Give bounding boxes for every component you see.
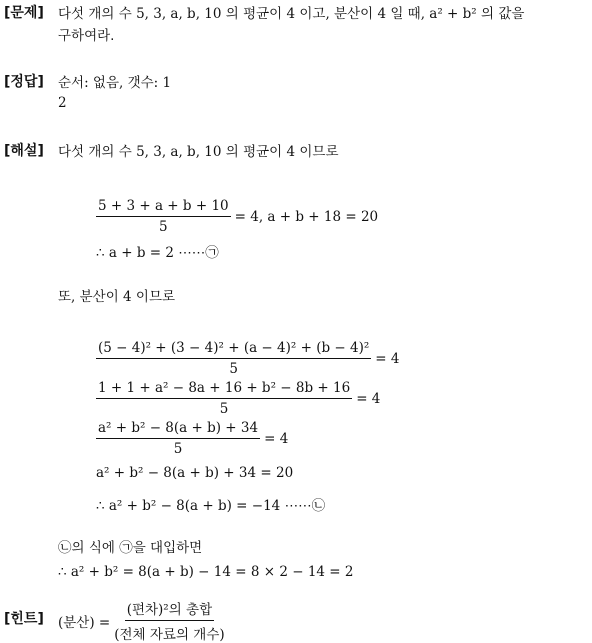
problem-text-line1: 다섯 개의 수 5, 3, a, b, 10 의 평균이 4 이고, 분산이 4 일 때, a² + b² 의 값을: [58, 6, 525, 22]
substitution-text: ㉡의 식에 ㉠을 대입하면: [58, 540, 203, 556]
problem-label: [문제]: [4, 5, 44, 21]
variance-numerator-2: 1 + 1 + a² − 8a + 16 + b² − 8b + 16: [96, 380, 352, 399]
variance-rhs-2: = 4: [356, 390, 381, 407]
variance-equation-2: [96, 380, 380, 417]
mean-denominator: 5: [159, 219, 168, 235]
variance-intro: 또, 분산이 4 이므로: [58, 289, 176, 305]
hint-formula: [58, 598, 225, 643]
hint-numerator: (편차)²의 총합: [125, 598, 214, 621]
hint-denominator: (전체 자료의 개수): [114, 627, 225, 643]
mean-numerator: 5 + 3 + a + b + 10: [96, 198, 231, 217]
variance-equation-4: a² + b² − 8(a + b) + 34 = 20: [96, 465, 294, 481]
sum-result-equation: ∴ a + b = 2 ⋯⋯㉠: [96, 245, 219, 261]
mean-rhs: = 4, a + b + 18 = 20: [234, 208, 379, 225]
answer-value: 2: [58, 95, 67, 111]
solution-intro: 다섯 개의 수 5, 3, a, b, 10 의 평균이 4 이므로: [58, 144, 339, 160]
variance-result-equation: ∴ a² + b² − 8(a + b) = −14 ⋯⋯㉡: [96, 498, 326, 514]
variance-denominator-3: 5: [173, 441, 183, 457]
hint-lhs: (분산) =: [58, 614, 111, 631]
variance-equation-1: [96, 340, 399, 377]
variance-equation-3: [96, 420, 288, 457]
variance-rhs-3: = 4: [264, 430, 289, 447]
variance-rhs-1: = 4: [375, 350, 400, 367]
answer-order-count: 순서: 없음, 갯수: 1: [58, 75, 172, 91]
variance-denominator-1: 5: [229, 361, 238, 377]
problem-text-line2: 구하여라.: [58, 28, 115, 44]
variance-numerator-1: (5 − 4)² + (3 − 4)² + (a − 4)² + (b − 4)²: [96, 340, 371, 359]
variance-numerator-3: a² + b² − 8(a + b) + 34: [96, 420, 260, 439]
solution-label: [해설]: [4, 143, 44, 159]
hint-label: [힌트]: [4, 611, 44, 627]
answer-label: [정답]: [4, 74, 44, 90]
variance-denominator-2: 5: [219, 401, 229, 417]
mean-equation: [96, 198, 378, 235]
final-equation: ∴ a² + b² = 8(a + b) − 14 = 8 × 2 − 14 = 2: [58, 564, 354, 580]
